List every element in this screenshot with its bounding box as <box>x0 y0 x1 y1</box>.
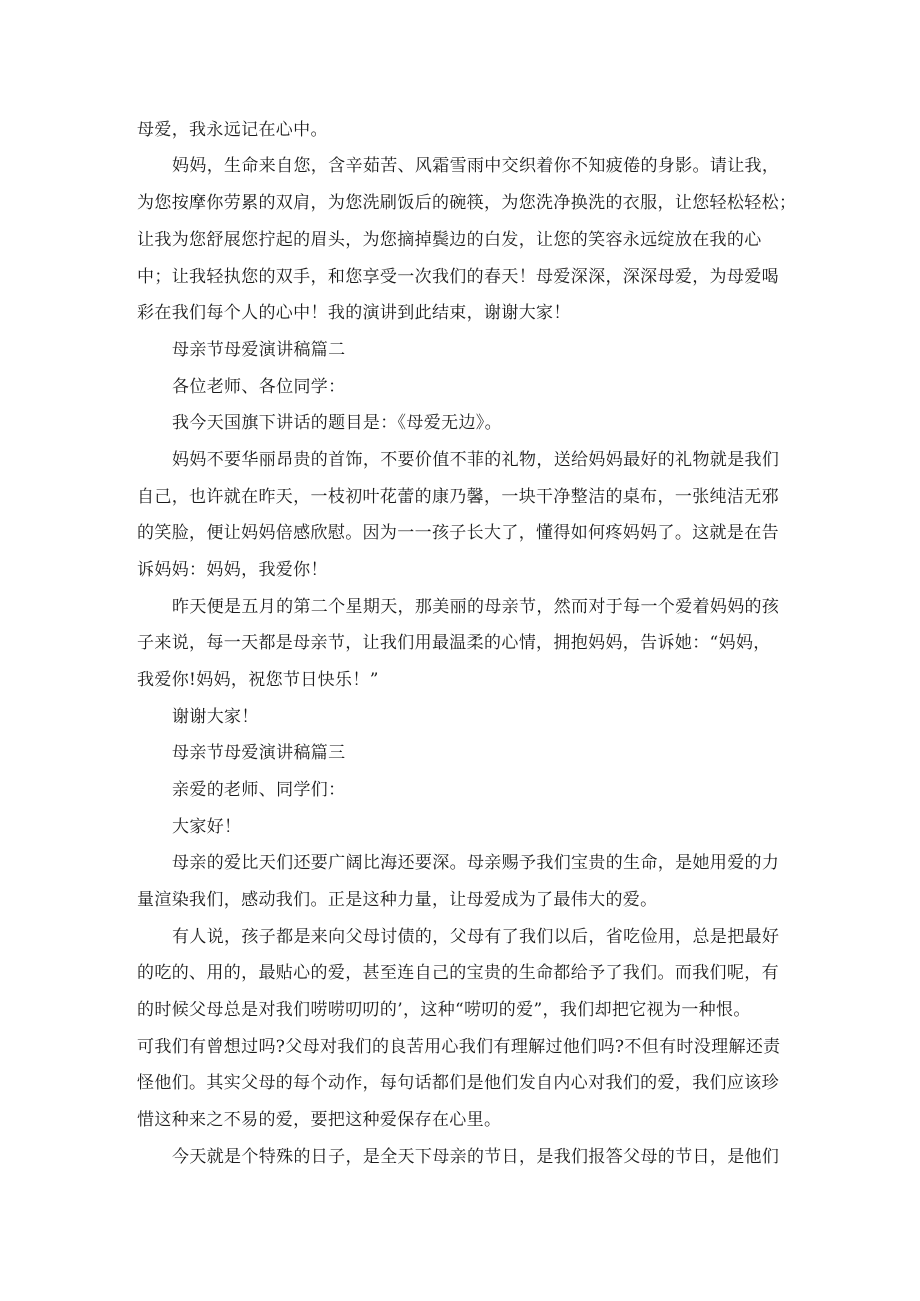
text-line: 自己，也许就在昨天，一枝初叶花蕾的康乃馨，一块干净整洁的桌布，一张纯洁无邪 <box>137 487 779 507</box>
text-line: 怪他们。其实父母的每个动作，每句话都们是他们发自内心对我们的爱，我们应该珍 <box>137 1073 779 1093</box>
text-line: 我爱你!妈妈，祝您节日快乐！” <box>137 670 379 690</box>
text-line: 惜这种来之不易的爱，要把这种爱保存在心里。 <box>137 1110 502 1130</box>
salutation-line: 亲爱的老师、同学们： <box>172 780 346 800</box>
text-line: 中；让我轻执您的双手，和您享受一次我们的春天！母爱深深，深深母爱，为母爱喝 <box>137 267 779 287</box>
paragraph-start-line: 母亲的爱比天们还要广阔比海还要深。母亲赐予我们宝贵的生命，是她用爱的力 <box>172 853 780 873</box>
section-heading-three: 母亲节母爱演讲稿篇三 <box>172 743 346 763</box>
text-line: 量渲染我们，感动我们。正是这种力量，让母爱成为了最伟大的爱。 <box>137 890 658 910</box>
paragraph-start-line: 今天就是个特殊的日子，是全天下母亲的节日，是我们报答父母的节日，是他们 <box>172 1147 780 1167</box>
paragraph-start-line: 妈妈不要华丽昂贵的首饰，不要价值不菲的礼物，送给妈妈最好的礼物就是我们 <box>172 450 780 470</box>
paragraph-start-line: 昨天便是五月的第二个星期天，那美丽的母亲节，然而对于每一个爱着妈妈的孩 <box>172 597 780 617</box>
paragraph-start-line: 有人说，孩子都是来向父母讨债的，父母有了我们以后，省吃俭用，总是把最好 <box>172 927 780 947</box>
salutation-line: 各位老师、各位同学： <box>172 377 346 397</box>
text-line: 的时候父母总是对我们唠唠叨叨的’，这种“唠叨的爱”，我们却把它视为一种恨。 <box>137 1000 751 1020</box>
text-line: 为您按摩你劳累的双肩，为您洗刷饭后的碗筷，为您洗净换洗的衣服，让您轻松轻松； <box>137 193 797 213</box>
text-line: 可我们有曾想过吗?父母对我们的良苦用心我们有理解过他们吗?不但有时没理解还责 <box>137 1037 781 1057</box>
text-line: 彩在我们每个人的心中！我的演讲到此结束，谢谢大家！ <box>137 303 571 323</box>
text-line: 的笑脸，便让妈妈倍感欣慰。因为一一孩子长大了，懂得如何疼妈妈了。这就是在告 <box>137 523 779 543</box>
text-line: 诉妈妈：妈妈，我爱你！ <box>137 560 328 580</box>
text-line: 母爱，我永远记在心中。 <box>137 120 328 140</box>
greeting-line: 大家好！ <box>172 817 242 837</box>
text-line: 让我为您舒展您拧起的眉头，为您摘掉鬓边的白发，让您的笑容永远绽放在我的心 <box>137 230 762 250</box>
paragraph-start-line: 我今天国旗下讲话的题目是：《母爱无边》。 <box>172 413 502 433</box>
closing-line: 谢谢大家！ <box>172 707 259 727</box>
section-heading-two: 母亲节母爱演讲稿篇二 <box>172 340 346 360</box>
text-line: 的吃的、用的，最贴心的爱，甚至连自己的宝贵的生命都给予了我们。而我们呢，有 <box>137 963 779 983</box>
text-line: 子来说，每一天都是母亲节，让我们用最温柔的心情，拥抱妈妈，告诉她：“妈妈， <box>137 633 771 653</box>
paragraph-start-line: 妈妈，生命来自您，含辛茹苦、风霜雪雨中交织着你不知疲倦的身影。请让我， <box>172 156 780 176</box>
